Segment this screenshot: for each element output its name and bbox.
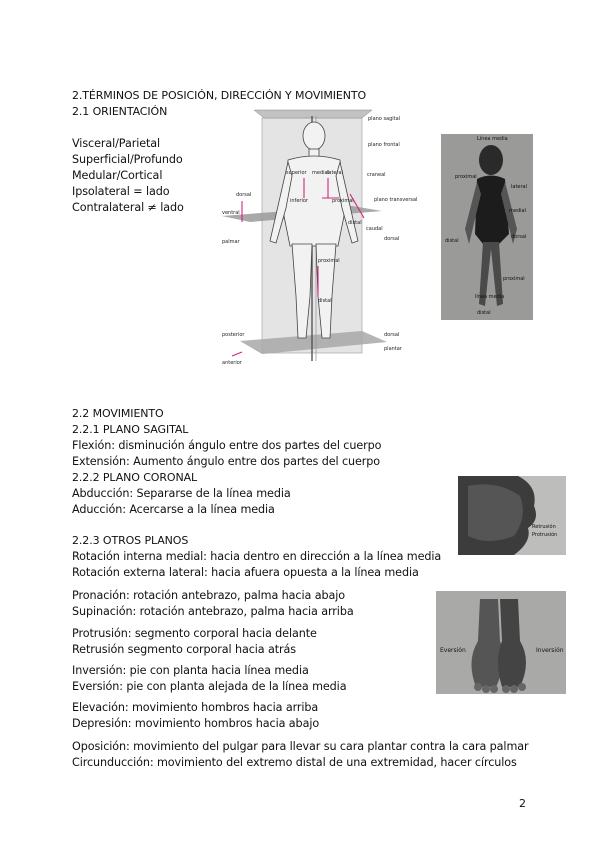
photo-label: lateral bbox=[511, 184, 527, 190]
orientation-item: Visceral/Parietal bbox=[72, 137, 161, 150]
movement-line: Depresión: movimiento hombros hacia abajo bbox=[72, 717, 320, 730]
movement-line: Rotación externa lateral: hacia afuera opuesta a la línea media bbox=[72, 566, 419, 579]
movement-line: Eversión: pie con planta alejada de la línea media bbox=[72, 680, 347, 693]
movement-line: Inversión: pie con planta hacia línea media bbox=[72, 664, 309, 677]
orientation-heading: 2.1 ORIENTACIÓN bbox=[72, 105, 168, 118]
photo-label: dorsal bbox=[511, 234, 527, 240]
diagram-label: proximal bbox=[318, 258, 340, 264]
orientation-item: Contralateral ≠ lado bbox=[72, 201, 184, 214]
diagram-label: dorsal bbox=[384, 236, 400, 242]
movement-line: Oposición: movimiento del pulgar para llevar su cara plantar contra la cara palmar bbox=[72, 740, 529, 753]
orientation-item: Ipsolateral = lado bbox=[72, 185, 170, 198]
diagram-label: distal bbox=[318, 298, 332, 304]
diagram-label: craneal bbox=[367, 172, 386, 178]
photo-label: distal bbox=[445, 238, 459, 244]
diagram-label: caudal bbox=[366, 226, 383, 232]
feet-photo bbox=[436, 591, 566, 694]
diagram-label: ventral bbox=[222, 210, 240, 216]
diagram-label: plano transversal bbox=[374, 197, 418, 203]
other-planes-heading: 2.2.3 OTROS PLANOS bbox=[72, 534, 189, 547]
page-number: 2 bbox=[519, 797, 526, 810]
diagram-label: distal bbox=[348, 220, 362, 226]
photo-label: Eversión bbox=[440, 647, 466, 654]
movement-heading: 2.2 MOVIMIENTO bbox=[72, 407, 164, 420]
photo-label: Línea media bbox=[477, 136, 508, 142]
orientation-item: Superficial/Profundo bbox=[72, 153, 183, 166]
movement-line: Abducción: Separarse de la línea media bbox=[72, 487, 291, 500]
movement-line: Flexión: disminución ángulo entre dos partes del cuerpo bbox=[72, 439, 382, 452]
diagram-label: dorsal bbox=[236, 192, 252, 198]
photo-label: línea media bbox=[475, 294, 505, 300]
diagram-label: plano sagital bbox=[368, 116, 401, 122]
movement-line: Supinación: rotación antebrazo, palma hacia arriba bbox=[72, 605, 354, 618]
jaw-photo bbox=[458, 476, 566, 555]
coronal-heading: 2.2.2 PLANO CORONAL bbox=[72, 471, 198, 484]
orientation-item: Medular/Cortical bbox=[72, 169, 163, 182]
photo-label: proximal bbox=[503, 276, 525, 282]
photo-label: distal bbox=[477, 310, 491, 316]
diagram-label: inferior bbox=[290, 198, 308, 204]
movement-line: Protrusión: segmento corporal hacia delante bbox=[72, 627, 317, 640]
movement-line: Pronación: rotación antebrazo, palma hacia abajo bbox=[72, 589, 345, 602]
movement-line: Extensión: Aumento ángulo entre dos partes del cuerpo bbox=[72, 455, 381, 468]
movement-line: Retrusión segmento corporal hacia atrás bbox=[72, 643, 297, 656]
movement-line: Aducción: Acercarse a la línea media bbox=[72, 503, 275, 516]
anatomy-photo bbox=[441, 134, 533, 320]
diagram-label: anterior bbox=[222, 360, 242, 366]
diagram-label: superior bbox=[286, 170, 307, 176]
diagram-label: dorsal bbox=[384, 332, 400, 338]
anatomical-position-diagram bbox=[222, 106, 418, 366]
diagram-label: proximal bbox=[332, 198, 354, 204]
movement-line: Rotación interna medial: hacia dentro en dirección a la línea media bbox=[72, 550, 442, 563]
diagram-label: medial bbox=[312, 170, 329, 176]
photo-label: Retrusión bbox=[532, 524, 556, 530]
sagittal-heading: 2.2.1 PLANO SAGITAL bbox=[72, 423, 189, 436]
photo-label: proximal bbox=[455, 174, 477, 180]
diagram-label: plano frontal bbox=[368, 142, 400, 148]
photo-label: Inversión bbox=[536, 647, 564, 654]
diagram-label: posterior bbox=[222, 332, 245, 338]
diagram-label: plantar bbox=[384, 346, 402, 352]
photo-label: Protrusión bbox=[532, 532, 558, 538]
diagram-label: palmar bbox=[222, 239, 240, 245]
section-title: 2.TÉRMINOS DE POSICIÓN, DIRECCIÓN Y MOVIMIENTO bbox=[72, 89, 367, 102]
diagram-label: lateral bbox=[327, 170, 343, 176]
movement-line: Circunducción: movimiento del extremo distal de una extremidad, hacer círculos bbox=[72, 756, 517, 769]
photo-label: medial bbox=[509, 208, 526, 214]
movement-line: Elevación: movimiento hombros hacia arriba bbox=[72, 701, 319, 714]
